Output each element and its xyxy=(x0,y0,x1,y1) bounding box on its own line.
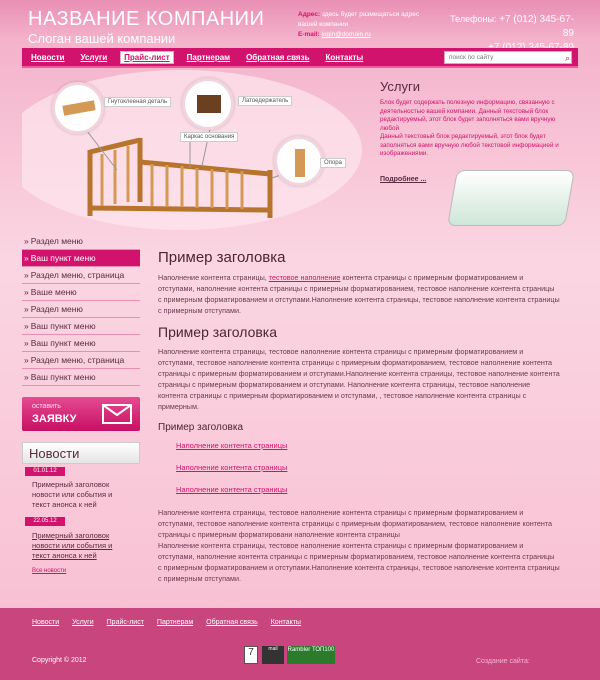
services-text-1: Блок будет содержать полезную информацию, связанную с деятельностью вашей компании. Данный текстовый блок редактируемый, этот блок будет заполняться вами вручную любой xyxy=(380,99,556,132)
page-title: Пример заголовка xyxy=(158,249,286,266)
company-name: НАЗВАНИЕ КОМПАНИИ xyxy=(28,8,265,30)
label-base-frame[interactable]: Каркас основания xyxy=(180,132,238,142)
order-button-label: ЗАЯВКУ xyxy=(32,413,77,425)
callout-support xyxy=(274,136,324,186)
all-news-link[interactable]: Все новости xyxy=(32,568,67,574)
content-link[interactable]: Наполнение контента страницы xyxy=(176,441,288,450)
footer-link-news[interactable]: Новости xyxy=(32,619,60,626)
phones-label: Телефоны: xyxy=(450,14,497,24)
paragraph: Наполнение контента страницы, тестовое наполнение контента страницы с примерным форматированием и отступами, тестовое наполнение контента страницы с примерным форматированием, тестовое наполнение контента страницы с примерным форматированием и отступами.Наполнение контента страницы, тестовое наполнение контента страницы с примерным форматированием и отступами. Наполнение контента страницы, тестовое наполнение контента страницы с примерным форматированием и отступами, , тестовое наполнение контента страницы с примерным. xyxy=(158,347,560,411)
main-content xyxy=(158,249,560,592)
services-title: Услуги xyxy=(380,79,420,94)
news-date: 22.05.12 xyxy=(25,517,65,526)
inline-link[interactable]: тестовое наполнение xyxy=(268,273,341,282)
content-link[interactable]: Наполнение контента страницы xyxy=(176,463,288,472)
sidebar-item[interactable]: » Ваш пункт меню xyxy=(22,335,140,352)
footer-link-services[interactable]: Услуги xyxy=(72,619,94,626)
paragraph: Наполнение контента страницы, тестовое наполнение контента страницы с примерным форматированием и отступами, наполнение контента страницы с примерным форматированием, тестовое наполнение контента страницы с примерным форматированием и отступами.Наполнение контента страницы, тестовое наполнение контента страницы с примерным отступами. xyxy=(158,273,560,315)
email-label: E-mail: xyxy=(298,31,320,38)
main-nav xyxy=(22,48,578,68)
section-title: Пример заголовка xyxy=(158,324,278,340)
paragraph: Наполнение контента страницы, тестовое наполнение контента страницы с примерным форматированием и отступами, наполнение контента страницы с примерным форматированием, тестовое наполнение контента страницы с примерным форматированием и отступами.Наполнение контента страницы, тестовое наполнение контента страницы с примерным отступами. xyxy=(158,541,560,583)
label-support: Опора xyxy=(320,158,346,168)
footer-link-contacts[interactable]: Контакты xyxy=(270,619,301,626)
footer-link-feedback[interactable]: Обратная связь xyxy=(206,619,258,626)
sidebar-item[interactable]: » Раздел меню xyxy=(22,301,140,318)
footer-link-partners[interactable]: Партнерам xyxy=(156,619,194,626)
phone-1: +7 (012) 345-67-89 xyxy=(499,14,574,39)
paragraph: Наполнение контента страницы, тестовое наполнение контента страницы с примерным форматированием и отступами, тестовое наполнение контента страницы с примерным форматированием, тестовое наполнение контента страницы с примерным форматировани наполнение контента страницы xyxy=(158,508,553,539)
subsection-title: Пример заголовка xyxy=(158,422,244,433)
footer-nav xyxy=(32,619,314,626)
search-icon[interactable]: ⌕ xyxy=(564,53,570,63)
nav-item-contacts[interactable]: Контакты xyxy=(325,52,364,62)
nav-item-services[interactable]: Услуги xyxy=(80,52,108,62)
label-slat-holder: Латоедержатель xyxy=(238,96,292,106)
counter-badge[interactable]: 7 xyxy=(244,646,258,664)
callout-bent-part xyxy=(52,82,104,134)
sidebar-item-active[interactable]: » Ваш пункт меню xyxy=(22,250,140,267)
nav-item-feedback[interactable]: Обратная связь xyxy=(246,52,310,62)
callout-slat-holder xyxy=(182,78,234,130)
search-input[interactable] xyxy=(444,51,572,64)
address-label: Адрес: xyxy=(298,11,321,18)
nav-item-pricelist[interactable]: Прайс-лист xyxy=(120,51,173,64)
email-link[interactable]: login@domain.ru xyxy=(321,31,371,38)
rambler-badge[interactable]: Rambler ТОП100 xyxy=(287,646,335,664)
news-item[interactable]: Примерный заголовок новости или события и текст анонса к ней xyxy=(32,480,113,509)
content-link[interactable]: Наполнение контента страницы xyxy=(176,485,288,494)
services-more-link[interactable]: Подробнее ... xyxy=(380,176,427,183)
envelope-icon xyxy=(102,404,132,424)
services-text-2: Данный текстовый блок редактируемый, этот блок будет заполняться вами вручную любой текстовой информацией и изображениями. xyxy=(380,133,559,157)
contact-info xyxy=(298,10,423,40)
order-button-small-label: оставить xyxy=(32,403,61,410)
footer-link-pricelist[interactable]: Прайс-лист xyxy=(106,619,144,626)
copyright: Copyright © 2012 xyxy=(32,657,87,664)
sidebar-item[interactable]: » Раздел меню xyxy=(22,233,140,250)
label-bent-part: Гнутоклееная деталь xyxy=(104,97,171,107)
nav-item-partners[interactable]: Партнерам xyxy=(186,52,231,62)
company-slogan: Слоган вашей компании xyxy=(28,31,176,46)
mattress-image xyxy=(447,170,575,226)
services-text xyxy=(380,99,570,159)
sidebar-menu xyxy=(22,233,140,386)
made-by: Создание сайта: xyxy=(476,658,530,665)
news-heading: Новости xyxy=(22,442,140,464)
address-text: здесь будет размещаться адрес вашей компании xyxy=(298,11,420,28)
sidebar-item[interactable]: » Ваш пункт меню xyxy=(22,318,140,335)
sidebar-item[interactable]: » Ваше меню xyxy=(22,284,140,301)
sidebar-item[interactable]: » Раздел меню, страница xyxy=(22,267,140,284)
news-item[interactable]: Примерный заголовок новости или события и текст анонса к ней xyxy=(32,531,113,560)
sidebar-item[interactable]: » Раздел меню, страница xyxy=(22,352,140,369)
mail-counter-badge[interactable]: mail xyxy=(262,646,284,664)
news-date: 01.01.12 xyxy=(25,467,65,476)
nav-item-news[interactable]: Новости xyxy=(31,52,65,62)
sidebar-item[interactable]: » Ваш пункт меню xyxy=(22,369,140,386)
